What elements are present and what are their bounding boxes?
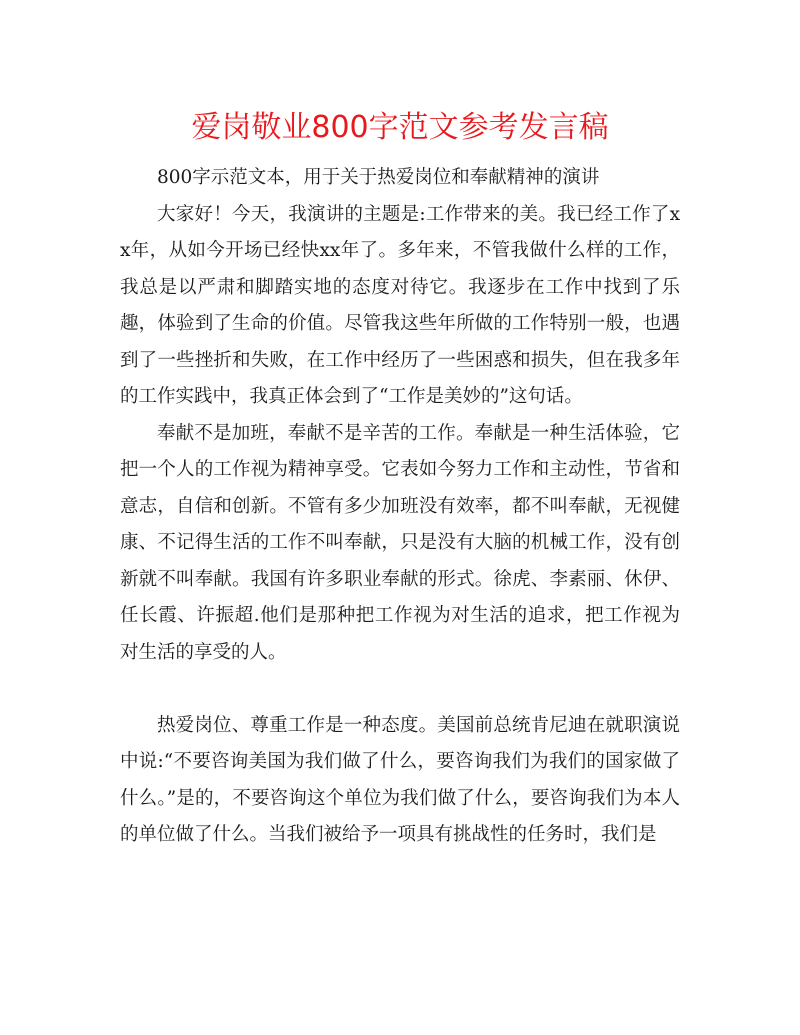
document-title: 爱岗敬业800字范文参考发言稿 bbox=[191, 110, 609, 145]
paragraph-spacer bbox=[120, 671, 680, 708]
intro-paragraph: 800字示范文本，用于关于热爱岗位和奉献精神的演讲 bbox=[157, 167, 600, 188]
body-paragraph-1: 大家好！今天，我演讲的主题是:工作带来的美。我已经工作了xx年，从如今开场已经快xx年了。多年来，不管我做什么样的工作，我总是以严肃和脚踏实地的态度对待它。我逐步在工作中找到了乐趣，体验到了生命的价值。尽管我这些年所做的工作特别一般，也遇到了一些挫折和失败，在工作中经历了一些困惑和损失，但在我多年的工作实践中，我真正体会到了“工作是美妙的”这句话。 bbox=[120, 203, 680, 407]
document-body bbox=[120, 160, 680, 854]
body-paragraph-3: 热爱岗位、尊重工作是一种态度。美国前总统肯尼迪在就职演说中说:“不要咨询美国为我们做了什么，要咨询我们为我们的国家做了什么。”是的，不要咨询这个单位为我们做了什么，要咨询我们为本人的单位做了什么。当我们被给予一项具有挑战性的任务时，我们是 bbox=[120, 714, 680, 845]
body-paragraph-2: 奉献不是加班，奉献不是辛苦的工作。奉献是一种生活体验，它把一个人的工作视为精神享受。它表如今努力工作和主动性，节省和意志，自信和创新。不管有多少加班没有效率，都不叫奉献，无视健康、不记得生活的工作不叫奉献，只是没有大脑的机械工作，没有创新就不叫奉献。我国有许多职业奉献的形式。徐虎、李素丽、休伊、任长霞、许振超.他们是那种把工作视为对生活的追求，把工作视为对生活的享受的人。 bbox=[120, 422, 680, 663]
